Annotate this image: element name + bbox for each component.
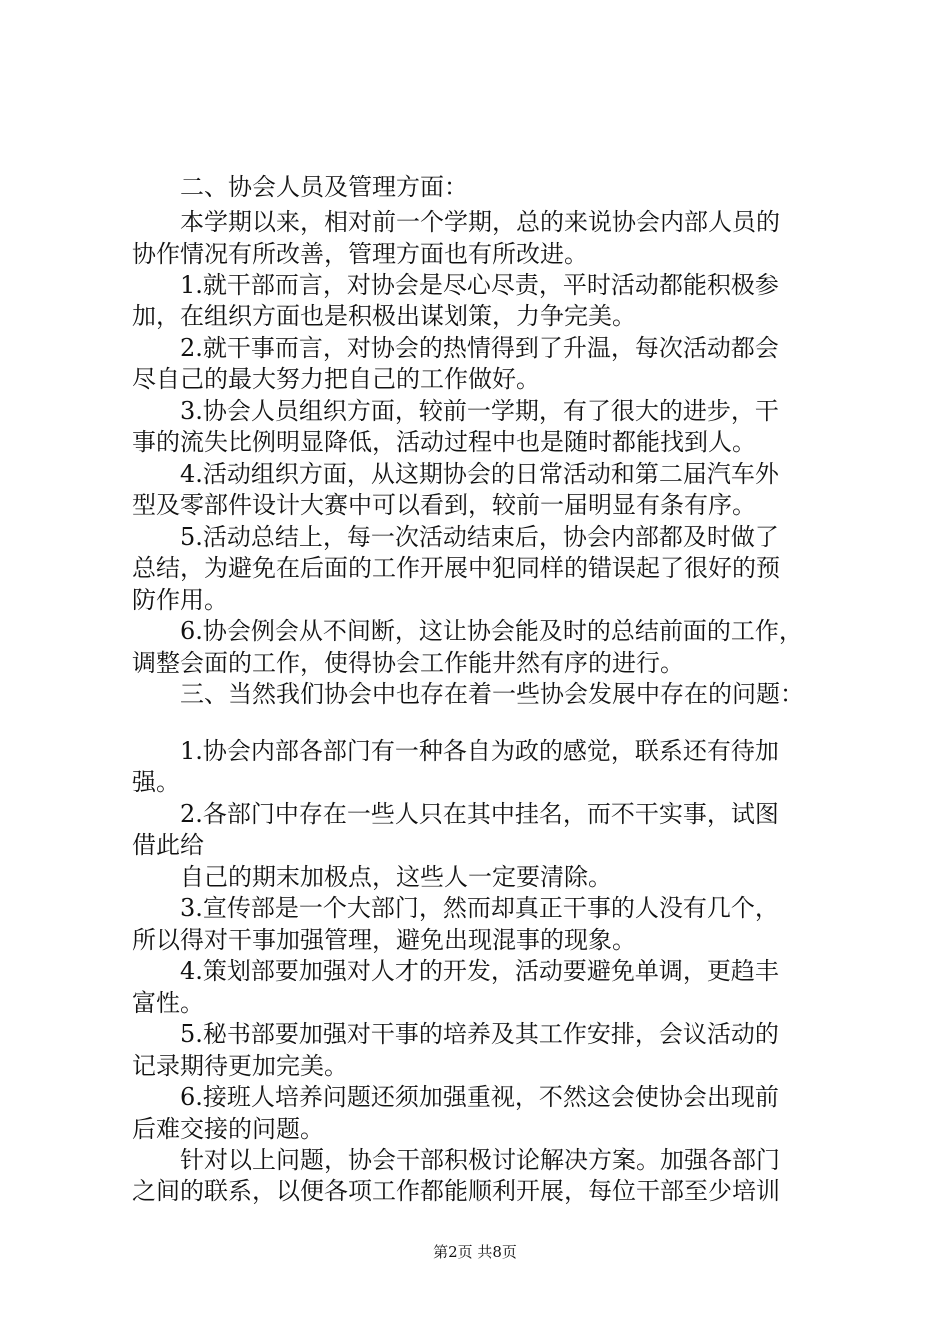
list-item-line: 5.秘书部要加强对干事的培养及其工作安排，会议活动的 bbox=[180, 1020, 779, 1048]
list-item-line: 所以得对干事加强管理，避免出现混事的现象。 bbox=[132, 926, 636, 954]
list-item-line: 3.协会人员组织方面，较前一学期，有了很大的进步，干 bbox=[180, 397, 779, 425]
list-item-line: 4.策划部要加强对人才的开发，活动要避免单调，更趋丰 bbox=[180, 957, 779, 985]
list-item-line: 型及零部件设计大赛中可以看到，较前一届明显有条有序。 bbox=[132, 491, 756, 519]
section-heading-3: 三、当然我们协会中也存在着一些协会发展中存在的问题： bbox=[180, 680, 804, 708]
list-item-line: 1.协会内部各部门有一种各自为政的感觉，联系还有待加 bbox=[180, 737, 779, 765]
paragraph-line: 之间的联系，以便各项工作都能顺利开展，每位干部至少培训 bbox=[132, 1177, 780, 1205]
page-number-footer: 第2页 共8页 bbox=[433, 1243, 517, 1261]
list-item-line: 2.各部门中存在一些人只在其中挂名，而不干实事，试图 bbox=[180, 800, 779, 828]
list-item-line: 1.就干部而言，对协会是尽心尽责，平时活动都能积极参 bbox=[180, 271, 779, 299]
list-item-line: 后难交接的问题。 bbox=[132, 1115, 324, 1143]
list-item-line: 尽自己的最大努力把自己的工作做好。 bbox=[132, 365, 540, 393]
list-item-line: 6.协会例会从不间断，这让协会能及时的总结前面的工作， bbox=[180, 617, 803, 645]
list-item-line: 5.活动总结上，每一次活动结束后，协会内部都及时做了 bbox=[180, 523, 779, 551]
section-heading-2: 二、协会人员及管理方面： bbox=[180, 173, 468, 201]
list-item-line: 强。 bbox=[132, 768, 180, 796]
list-item-line: 4.活动组织方面，从这期协会的日常活动和第二届汽车外 bbox=[180, 460, 779, 488]
list-item-line: 调整会面的工作，使得协会工作能井然有序的进行。 bbox=[132, 649, 684, 677]
list-item-line: 6.接班人培养问题还须加强重视，不然这会使协会出现前 bbox=[180, 1083, 779, 1111]
paragraph-line: 针对以上问题，协会干部积极讨论解决方案。加强各部门 bbox=[180, 1146, 780, 1174]
list-item-line: 记录期待更加完美。 bbox=[132, 1052, 348, 1080]
list-item-line: 事的流失比例明显降低，活动过程中也是随时都能找到人。 bbox=[132, 428, 756, 456]
list-item-line: 3.宣传部是一个大部门，然而却真正干事的人没有几个， bbox=[180, 894, 779, 922]
paragraph-line: 协作情况有所改善，管理方面也有所改进。 bbox=[132, 240, 588, 268]
list-item-line: 富性。 bbox=[132, 989, 204, 1017]
list-item-line: 加，在组织方面也是积极出谋划策，力争完美。 bbox=[132, 302, 636, 330]
list-item-line: 防作用。 bbox=[132, 586, 228, 614]
list-item-line: 自己的期末加极点，这些人一定要清除。 bbox=[180, 863, 612, 891]
paragraph-line: 本学期以来，相对前一个学期，总的来说协会内部人员的 bbox=[180, 208, 780, 236]
list-item-line: 借此给 bbox=[132, 831, 204, 859]
list-item-line: 总结，为避免在后面的工作开展中犯同样的错误起了很好的预 bbox=[132, 554, 780, 582]
list-item-line: 2.就干事而言，对协会的热情得到了升温，每次活动都会 bbox=[180, 334, 779, 362]
